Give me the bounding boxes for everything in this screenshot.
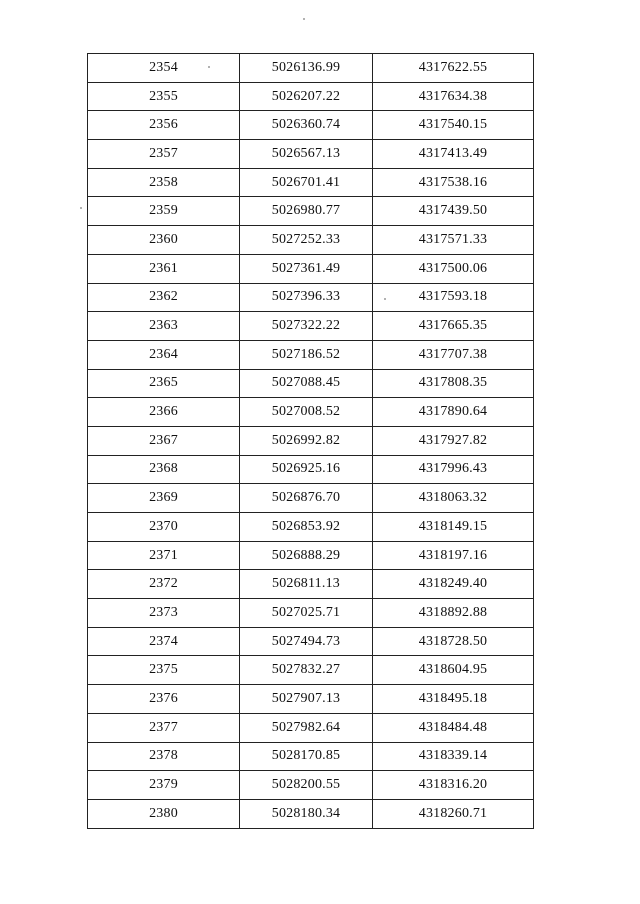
y-coordinate-cell: 4317996.43 [373,455,534,484]
x-coordinate-cell: 5027832.27 [240,656,373,685]
point-id-cell: 2358 [88,168,240,197]
point-id-cell: 2357 [88,140,240,169]
table-row [88,226,534,255]
point-id-cell: 2372 [88,570,240,599]
x-coordinate-cell: 5027396.33 [240,283,373,312]
point-id-cell: 2376 [88,685,240,714]
y-coordinate-cell: 4317413.49 [373,140,534,169]
table-row [88,283,534,312]
point-id-cell: 2360 [88,226,240,255]
y-coordinate-cell: 4317808.35 [373,369,534,398]
table-row [88,484,534,513]
table-row [88,771,534,800]
table-row [88,713,534,742]
scan-speck [303,18,305,20]
x-coordinate-cell: 5026360.74 [240,111,373,140]
table-row [88,541,534,570]
y-coordinate-cell: 4317500.06 [373,254,534,283]
point-id-cell: 2370 [88,513,240,542]
x-coordinate-cell: 5026876.70 [240,484,373,513]
x-coordinate-cell: 5026888.29 [240,541,373,570]
x-coordinate-cell: 5026925.16 [240,455,373,484]
point-id-cell: 2366 [88,398,240,427]
table-row [88,455,534,484]
x-coordinate-cell: 5028170.85 [240,742,373,771]
table-row [88,426,534,455]
y-coordinate-cell: 4317593.18 [373,283,534,312]
x-coordinate-cell: 5027025.71 [240,599,373,628]
point-id-cell: 2365 [88,369,240,398]
point-id-cell: 2364 [88,340,240,369]
y-coordinate-cell: 4318892.88 [373,599,534,628]
table-row [88,656,534,685]
y-coordinate-cell: 4318484.48 [373,713,534,742]
point-id-cell: 2354 [88,54,240,83]
y-coordinate-cell: 4318063.32 [373,484,534,513]
point-id-cell: 2380 [88,799,240,828]
x-coordinate-cell: 5026567.13 [240,140,373,169]
y-coordinate-cell: 4317540.15 [373,111,534,140]
point-id-cell: 2377 [88,713,240,742]
y-coordinate-cell: 4318728.50 [373,627,534,656]
y-coordinate-cell: 4318316.20 [373,771,534,800]
x-coordinate-cell: 5026811.13 [240,570,373,599]
y-coordinate-cell: 4318604.95 [373,656,534,685]
table-row [88,168,534,197]
y-coordinate-cell: 4317665.35 [373,312,534,341]
table-row [88,54,534,83]
table-row [88,599,534,628]
coordinate-table-body [88,54,534,829]
point-id-cell: 2371 [88,541,240,570]
y-coordinate-cell: 4317538.16 [373,168,534,197]
x-coordinate-cell: 5026701.41 [240,168,373,197]
table-row [88,197,534,226]
y-coordinate-cell: 4317439.50 [373,197,534,226]
x-coordinate-cell: 5027008.52 [240,398,373,427]
y-coordinate-cell: 4317890.64 [373,398,534,427]
y-coordinate-cell: 4318339.14 [373,742,534,771]
point-id-cell: 2368 [88,455,240,484]
point-id-cell: 2361 [88,254,240,283]
table-row [88,685,534,714]
coordinate-table [87,53,534,829]
x-coordinate-cell: 5027186.52 [240,340,373,369]
y-coordinate-cell: 4317927.82 [373,426,534,455]
y-coordinate-cell: 4317707.38 [373,340,534,369]
x-coordinate-cell: 5026992.82 [240,426,373,455]
point-id-cell: 2359 [88,197,240,226]
point-id-cell: 2373 [88,599,240,628]
point-id-cell: 2363 [88,312,240,341]
y-coordinate-cell: 4318495.18 [373,685,534,714]
table-row [88,340,534,369]
point-id-cell: 2355 [88,82,240,111]
y-coordinate-cell: 4318197.16 [373,541,534,570]
table-row [88,111,534,140]
y-coordinate-cell: 4318149.15 [373,513,534,542]
table-row [88,369,534,398]
x-coordinate-cell: 5027252.33 [240,226,373,255]
point-id-cell: 2375 [88,656,240,685]
table-row [88,627,534,656]
point-id-cell: 2356 [88,111,240,140]
point-id-cell: 2379 [88,771,240,800]
point-id-cell: 2374 [88,627,240,656]
table-row [88,799,534,828]
table-row [88,140,534,169]
x-coordinate-cell: 5026136.99 [240,54,373,83]
scan-speck [80,207,82,209]
table-row [88,513,534,542]
point-id-cell: 2378 [88,742,240,771]
x-coordinate-cell: 5028200.55 [240,771,373,800]
x-coordinate-cell: 5028180.34 [240,799,373,828]
x-coordinate-cell: 5027361.49 [240,254,373,283]
point-id-cell: 2367 [88,426,240,455]
table-row [88,570,534,599]
table-row [88,82,534,111]
table-row [88,398,534,427]
x-coordinate-cell: 5027088.45 [240,369,373,398]
x-coordinate-cell: 5026207.22 [240,82,373,111]
table-row [88,254,534,283]
y-coordinate-cell: 4318260.71 [373,799,534,828]
y-coordinate-cell: 4317571.33 [373,226,534,255]
point-id-cell: 2362 [88,283,240,312]
x-coordinate-cell: 5026980.77 [240,197,373,226]
x-coordinate-cell: 5027494.73 [240,627,373,656]
table-row [88,312,534,341]
y-coordinate-cell: 4317622.55 [373,54,534,83]
point-id-cell: 2369 [88,484,240,513]
table-row [88,742,534,771]
y-coordinate-cell: 4318249.40 [373,570,534,599]
x-coordinate-cell: 5027907.13 [240,685,373,714]
x-coordinate-cell: 5026853.92 [240,513,373,542]
x-coordinate-cell: 5027982.64 [240,713,373,742]
y-coordinate-cell: 4317634.38 [373,82,534,111]
x-coordinate-cell: 5027322.22 [240,312,373,341]
